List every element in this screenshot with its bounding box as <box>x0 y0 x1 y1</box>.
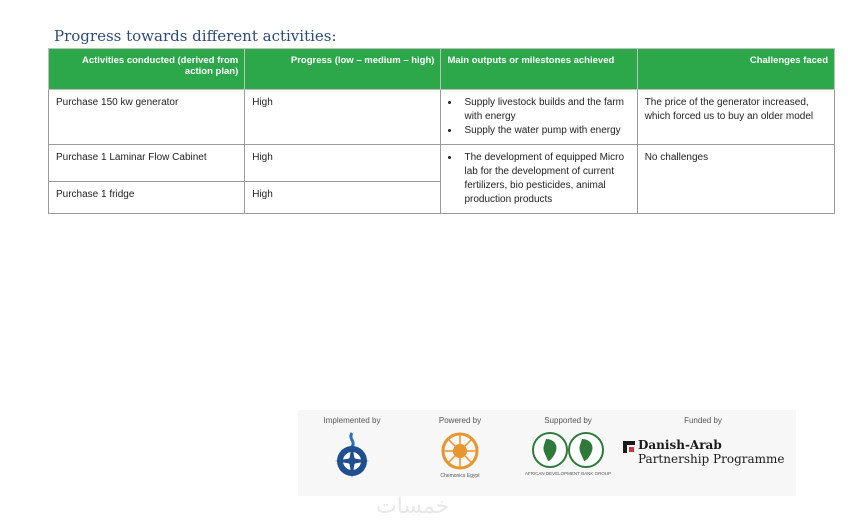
funded-line2: Partnership Programme <box>638 452 785 466</box>
outputs-list <box>448 151 629 207</box>
progress-cell: High <box>245 181 441 213</box>
page-title: Progress towards different activities: <box>54 27 337 45</box>
header-activities: Activities conducted (derived from action plan) <box>49 49 245 90</box>
list-item: • Supply livestock builds and the farm with energy <box>460 96 629 124</box>
afdb-globes-icon <box>526 431 610 469</box>
table-header-row <box>49 49 835 90</box>
activity-cell: Purchase 1 Laminar Flow Cabinet <box>49 145 245 182</box>
progress-cell: High <box>245 145 441 182</box>
supported-by-label: Supported by <box>544 416 592 425</box>
funded-by-label-wrap <box>658 416 748 431</box>
partner-logos-strip <box>298 410 796 496</box>
outputs-list <box>448 96 629 138</box>
funded-line1: Danish-Arab <box>638 438 722 452</box>
powered-by-label: Powered by <box>438 416 482 425</box>
powered-by-logo <box>420 416 500 479</box>
danish-arab-logo <box>638 438 785 466</box>
table-row <box>49 145 835 182</box>
afdb-caption: AFRICAN DEVELOPMENT BANK GROUP <box>524 471 612 476</box>
compass-emblem-icon <box>330 431 374 479</box>
outputs-cell <box>441 145 637 214</box>
header-progress: Progress (low – medium – high) <box>245 49 441 90</box>
challenge-cell: No challenges <box>637 145 834 214</box>
table-row <box>49 90 835 145</box>
outputs-cell <box>441 90 637 145</box>
implemented-by-logo <box>312 416 392 481</box>
activity-cell: Purchase 150 kw generator <box>49 90 245 145</box>
progress-table <box>48 48 835 214</box>
supported-by-logo <box>520 416 616 476</box>
dapp-mark-icon <box>622 440 636 454</box>
chemonics-wheel-icon <box>438 431 482 471</box>
challenge-cell: The price of the generator increased, which forced us to buy an older model <box>637 90 834 145</box>
list-item: • The development of equipped Micro lab for the development of current fertilizers, bio pesticides, animal production products <box>460 151 629 207</box>
implemented-by-label: Implemented by <box>323 416 381 425</box>
progress-cell: High <box>245 90 441 145</box>
watermark-text: خمسات <box>376 494 450 519</box>
chemonics-caption: Chemonics Egypt <box>440 473 480 479</box>
funded-by-label: Funded by <box>684 416 722 425</box>
activity-cell: Purchase 1 fridge <box>49 181 245 213</box>
list-item: • Supply the water pump with energy <box>460 124 629 138</box>
header-challenges: Challenges faced <box>637 49 834 90</box>
header-outputs: Main outputs or milestones achieved <box>441 49 637 90</box>
